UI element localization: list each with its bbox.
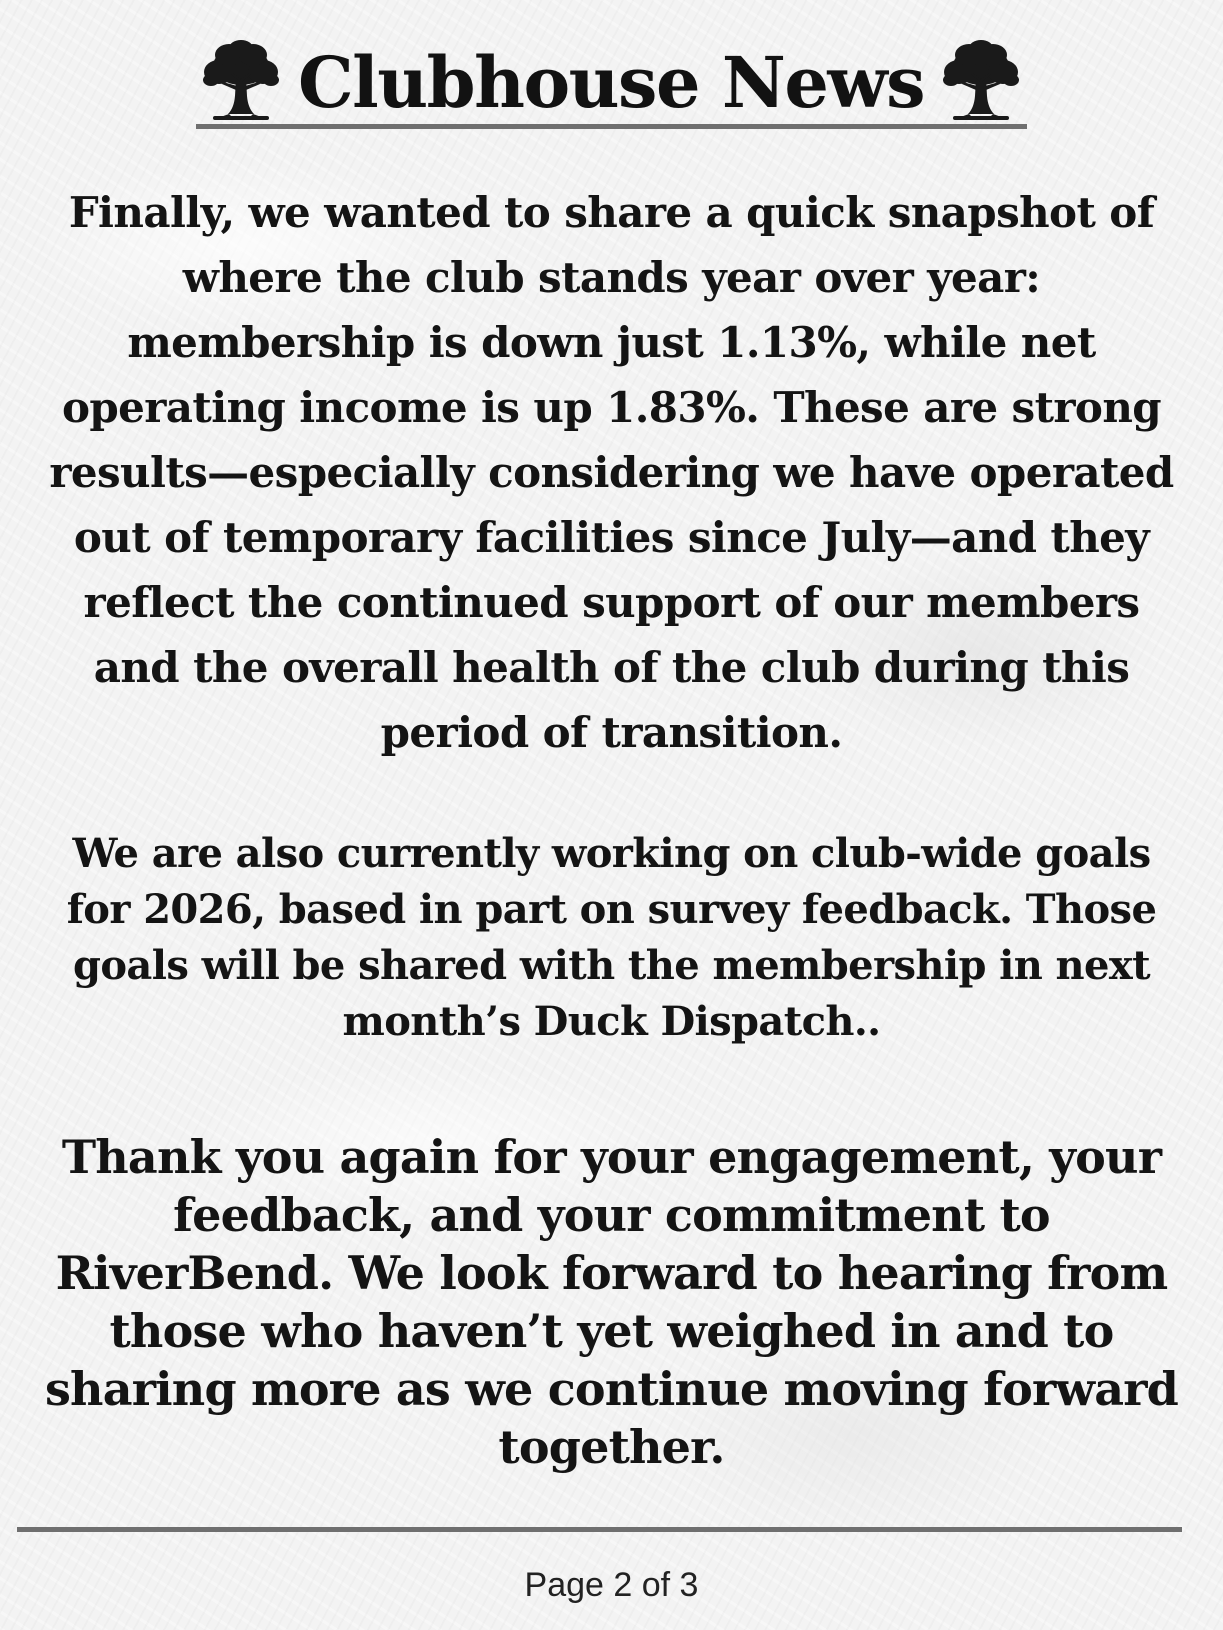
page-title: Clubhouse News: [297, 41, 925, 124]
article-paragraph-thank-you: Thank you again for your engagement, your feedback, and your commitment to RiverBend. We look forward to hearing from those who haven’t yet weighed in and to sharing more as we continue moving forward together.: [44, 1130, 1179, 1474]
oak-tree-icon: [940, 38, 1022, 128]
page-number: Page 2 of 3: [524, 1566, 699, 1604]
newsletter-header: [196, 38, 1026, 128]
article-paragraph-goals: We are also currently working on club-wide goals for 2026, based in part on survey feedback. Those goals will be shared with the membership in next month’s Duck Dispatch..: [66, 830, 1157, 1045]
article-paragraph-snapshot: Finally, we wanted to share a quick snapshot of where the club stands year over year: membership is down just 1.13%, while net operating income is up 1.83%. These are strong results—especially considering we have operated out of temporary facilities since July—and they reflect the continued support of our members and the overall health of the club during this period of transition.: [49, 188, 1174, 757]
footer-divider: [17, 1527, 1182, 1532]
oak-tree-icon: [200, 38, 282, 128]
title-underline: [196, 124, 1027, 129]
